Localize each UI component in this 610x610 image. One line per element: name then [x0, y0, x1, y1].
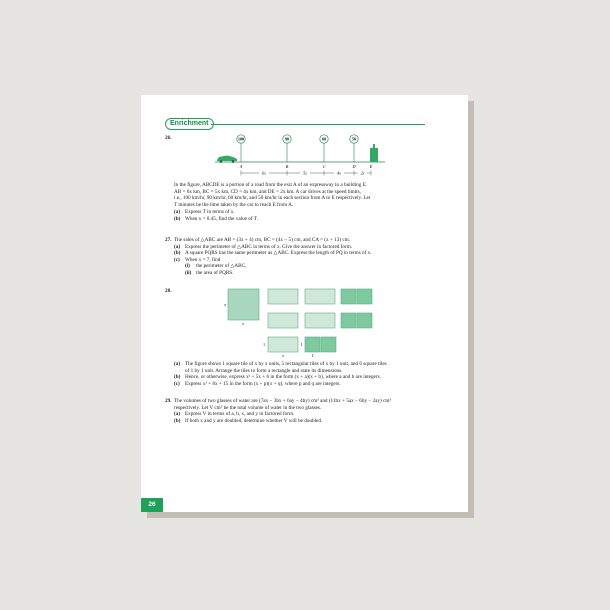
question-26-number: 26. — [165, 135, 172, 141]
question-28-number: 28. — [165, 288, 172, 294]
rect-tile — [305, 313, 335, 328]
rect-tile — [268, 289, 298, 304]
question-28-part-a-cont: of 1 by 1 unit. Arrange the tiles to form a rectangle and state its dimensions. — [185, 367, 343, 374]
speed-label: 60 — [322, 136, 326, 142]
question-27-part-a: (a) Express the perimeter of △ABC in terms of x. Give the answer in factored form. — [174, 243, 353, 250]
question-27-part-c: (c) When x = 7, find — [174, 256, 221, 263]
segment-label: 5x — [303, 170, 307, 176]
tile-label: x — [282, 353, 284, 358]
question-29-number: 29. — [165, 398, 172, 404]
rect-tile — [268, 337, 298, 352]
speed-label: 100 — [238, 136, 244, 142]
question-26-part-b: (b) When x = 0.45, find the value of T. — [174, 216, 258, 222]
unit-tile — [357, 313, 372, 328]
point-label: D — [352, 164, 356, 169]
unit-tile — [357, 289, 372, 304]
speed-sign-d — [350, 135, 358, 162]
question-27-part-c-i: (i) the perimeter of △ABC, — [185, 263, 247, 269]
building-icon — [370, 144, 378, 162]
point-label: E — [369, 164, 373, 169]
segment-label: 6x — [262, 170, 266, 176]
unit-tile — [341, 313, 356, 328]
rect-tile — [268, 313, 298, 328]
question-27-part-b: (b) A square PQRS has the same perimeter as △ABC. Express the length of PQ in terms of x. — [174, 250, 372, 256]
speed-label: 90 — [285, 136, 289, 142]
segment-label: 2x — [360, 170, 365, 176]
question-26-part-a: (a) Express T in terms of x. — [174, 209, 235, 215]
question-29-text: The volumes of two glasses of water are (7ax − 3bx + 6ay − 4by) cm³ and (11bx + 5ax − 6by − 2ay) cm³ respectively. Let V cm³ be the total volume of water in the two glasses. — [174, 398, 391, 411]
rect-tile — [305, 289, 335, 304]
unit-tile — [305, 337, 320, 352]
page-number: 26 — [141, 498, 163, 512]
point-label: A — [239, 164, 243, 169]
tiles-figure — [221, 287, 381, 359]
segment-label: 4x — [337, 170, 341, 176]
section-title: Enrichment — [165, 118, 214, 130]
question-29-part-a: (a) Express V in terms of a, b, x, and y in factored form. — [174, 411, 295, 417]
speed-sign-b — [283, 135, 291, 162]
question-29-part-b: (b) If both x and y are doubled, determine whether V will be doubled. — [174, 417, 323, 424]
question-28-part-c: (c) Express x² + 8x + 15 in the form (x + p)(x + q), where p and q are integers. — [174, 380, 341, 387]
tile-label: 1 — [311, 353, 314, 358]
tile-label: x — [242, 321, 244, 326]
point-label: C — [322, 164, 326, 169]
speed-sign-a — [237, 135, 245, 162]
tile-label: x — [224, 302, 226, 307]
tile-label: 1 — [262, 342, 266, 347]
question-27-part-c-ii: (ii) the area of PQRS. — [185, 269, 234, 276]
point-label: B — [285, 164, 289, 169]
speed-label: 50 — [352, 136, 356, 142]
question-28-part-a: (a) The figure shows 1 square tile of x by x units, 5 rectangular tiles of x by 1 unit, and 6 square tiles — [174, 361, 387, 367]
unit-tile — [341, 289, 356, 304]
section-rule — [211, 124, 425, 125]
textbook-page — [141, 95, 468, 512]
road-figure — [207, 133, 387, 181]
square-tile-x-by-x — [228, 289, 259, 320]
question-26-text: In the figure, ABCDE is a portion of a road from the exit A of an expressway to a building E. AB = 6x km, BC = 5x km, CD = 4x km, and DE = 2x km. A car drives at the speed limits, i.e., 100 km/hr, 90 km/hr, 60 km/hr, and 50 km/hr in each section from A to E respectively. Let T minutes be the time taken by the car to reach E from A. — [174, 182, 371, 208]
question-27-number: 27. — [165, 237, 172, 243]
speed-sign-c — [320, 135, 328, 162]
question-27-text: The sides of △ABC are AB = (3x + 4) cm, BC = (4x − 5) cm, and CA = (x + 13) cm. — [174, 237, 350, 243]
question-28-part-b: (b) Hence, or otherwise, express x² + 5x + 6 in the form (x + a)(x + b), where a and b are integers. — [174, 374, 381, 380]
tile-label: 1 — [300, 342, 303, 347]
unit-tile — [321, 337, 336, 352]
